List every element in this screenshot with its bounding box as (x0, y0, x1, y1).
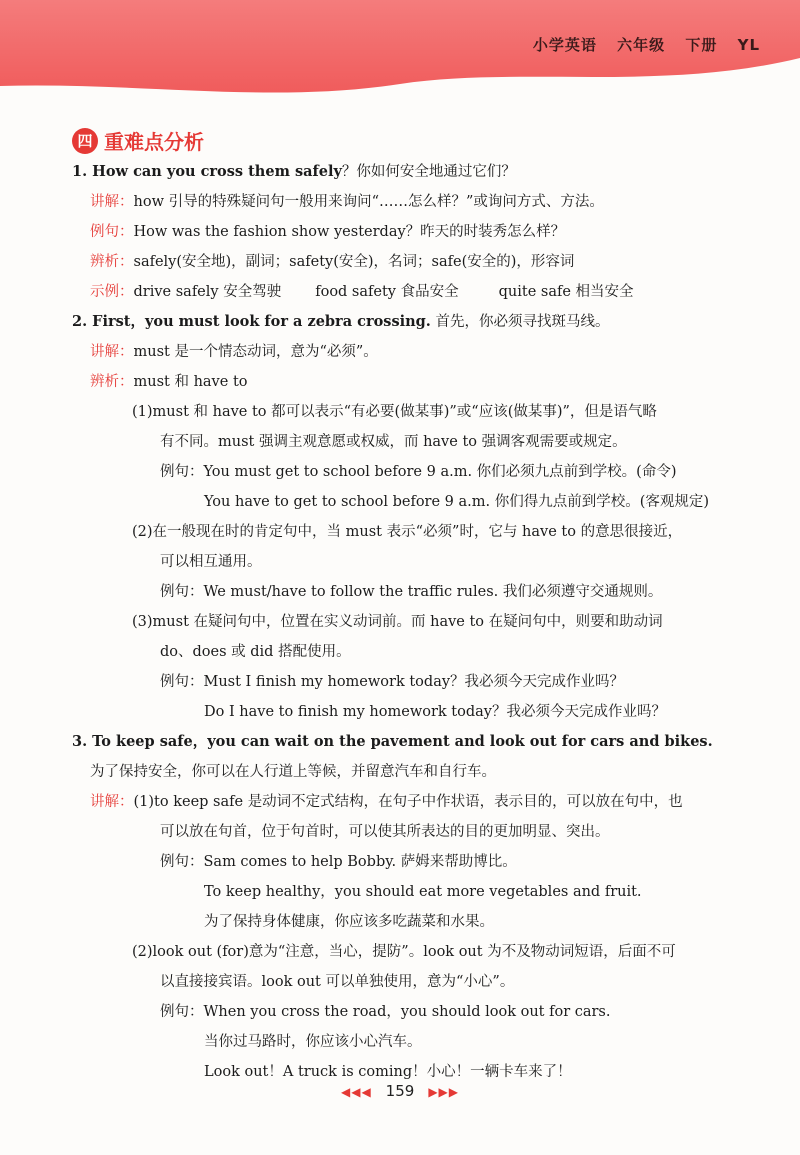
text-line: 当你过马路时，你应该小心汽车。 (204, 1034, 422, 1050)
point-1-heading: 1. How can you cross them safely？你如何安全地通过它们？ (72, 163, 516, 180)
page-number: 159 (385, 1082, 415, 1100)
right-arrows-icon: ▶▶▶ (428, 1085, 459, 1099)
text-line: (1)must 和 have to 都可以表示“有必要(做某事)”或“应该(做某事)”，但是语气略 (132, 404, 657, 420)
text-line: 可以放在句首，位于句首时，可以使其所表达的目的更加明显、突出。 (160, 824, 610, 840)
left-arrows-icon: ◀◀◀ (340, 1085, 372, 1099)
text-line: 有不同。must 强调主观意愿或权威，而 have to 强调客观需要或规定。 (160, 434, 627, 450)
text-line: 例句：When you cross the road，you should look out for cars. (160, 1004, 611, 1020)
header-info (519, 34, 760, 55)
text-line: (3)must 在疑问句中，位置在实义动词前。而 have to 在疑问句中，则要和助动词 (132, 614, 663, 630)
text-line: 为了保持身体健康，你应该多吃蔬菜和水果。 (204, 914, 494, 930)
text-line: 以直接接宾语。look out 可以单独使用，意为“小心”。 (160, 974, 515, 990)
section-title: 重难点分析 (104, 130, 204, 154)
text-line: 例句：You must get to school before 9 a.m. 你们必须九点前到学校。(命令) (160, 464, 677, 480)
text-line: (2)look out (for)意为“注意，当心，提防”。look out 为不及物动词短语，后面不可 (132, 944, 676, 960)
point-3-heading: 3. To keep safe，you can wait on the pavement and look out for cars and bikes. (72, 733, 713, 750)
page-footer (0, 1082, 800, 1100)
text-line: 例句：Must I finish my homework today？我必须今天完成作业吗？ (160, 674, 625, 690)
header-edition: YL (737, 36, 760, 54)
point-2-heading: 2. First，you must look for a zebra crossing. 首先，你必须寻找斑马线。 (72, 313, 610, 330)
text-line: To keep healthy，you should eat more vegetables and fruit. (204, 884, 642, 900)
text-line: You have to get to school before 9 a.m. 你们得九点前到学校。(客观规定) (204, 494, 710, 510)
text-line: do、does 或 did 搭配使用。 (160, 644, 351, 660)
header-subject: 小学英语 (532, 36, 597, 54)
explanation-line: 讲解：must 是一个情态动词，意为“必须”。 (90, 344, 378, 360)
header-grade: 六年级 (617, 36, 666, 54)
sample-line: 示例：drive safely 安全驾驶 food safety 食品安全 quite safe 相当安全 (90, 284, 634, 300)
text-line: Look out！A truck is coming！小心！一辆卡车来了！ (204, 1064, 572, 1080)
text-line: 例句：Sam comes to help Bobby. 萨姆来帮助博比。 (160, 854, 517, 870)
example-line: 例句：How was the fashion show yesterday？昨天的时装秀怎么样？ (90, 224, 566, 240)
section-heading (72, 126, 204, 155)
text-line: 例句：We must/have to follow the traffic rules. 我们必须遵守交通规则。 (160, 584, 663, 600)
text-line: Do I have to finish my homework today？我必须今天完成作业吗？ (204, 704, 666, 720)
analysis-line: 辨析：must 和 have to (90, 374, 248, 390)
explanation-line: 讲解：(1)to keep safe 是动词不定式结构，在句子中作状语，表示目的，可以放在句中，也 (90, 794, 683, 810)
text-line: 可以相互通用。 (160, 554, 262, 570)
analysis-line: 辨析：safely(安全地)，副词；safety(安全)，名词；safe(安全的)，形容词 (90, 254, 575, 270)
text-line: 为了保持安全，你可以在人行道上等候，并留意汽车和自行车。 (90, 764, 496, 780)
explanation-line: 讲解：how 引导的特殊疑问句一般用来询问“……怎么样？”或询问方式、方法。 (90, 194, 604, 210)
section-badge: 四 (72, 128, 98, 154)
header-volume: 下册 (685, 36, 718, 54)
text-line: (2)在一般现在时的肯定句中，当 must 表示“必须”时，它与 have to 的意思很接近， (132, 524, 683, 540)
